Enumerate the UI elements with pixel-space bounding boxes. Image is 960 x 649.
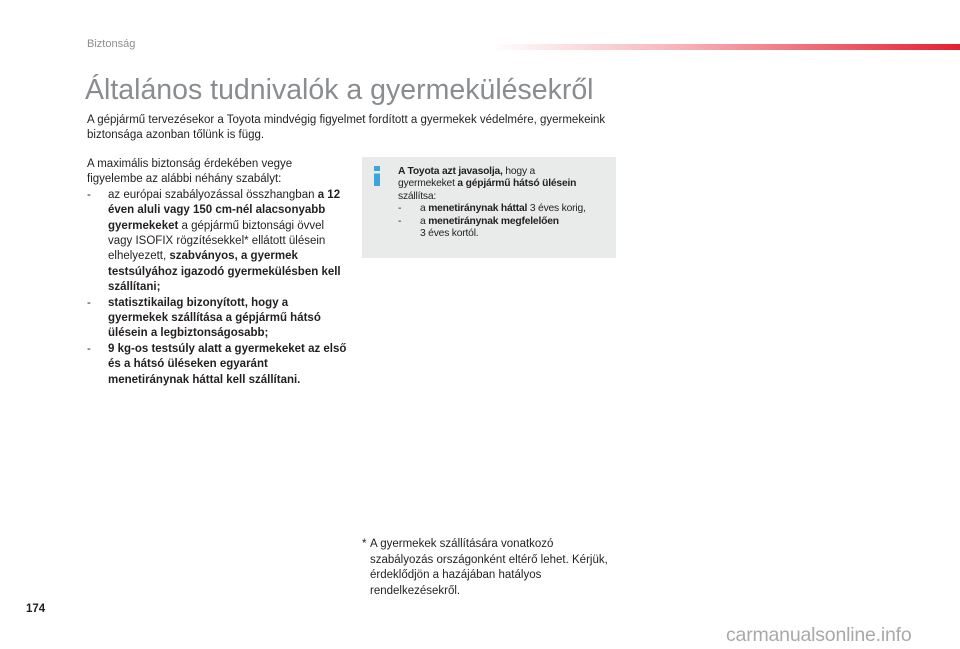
info-list [398,203,612,240]
watermark: carmanualsonline.info [726,624,912,646]
rule-text: a gépjármű biztonsági övvel vagy ISOFIX rögzítésekkel* ellátott ülésein elhelyezett, [108,219,326,263]
info-line [398,166,612,178]
rule-emphasis: szabványos, a gyermek testsúlyához igazodó gyermekülésben kell szállítani; [108,250,341,294]
rule-emphasis: statisztikailag bizonyított, hogy a gyermekek szállítása a gépjármű hátsó ülésein a legbiztonságosabb; [108,296,321,340]
rule-item [87,188,347,296]
info-line: szállítsa: [398,190,437,202]
info-box [362,157,616,258]
info-text-span: 3 éves kortól. [420,228,479,240]
info-text [398,166,612,240]
info-emphasis: A Toyota azt javasolja, [398,166,503,177]
info-emphasis: menetiránynak megfelelően [428,215,559,227]
info-icon [372,166,382,186]
rules-lead: A maximális biztonság érdekében vegye figyelembe az alábbi néhány szabályt: [87,158,293,186]
rule-item [87,296,347,342]
section-label: Biztonság [87,38,136,50]
info-list-item [398,203,612,215]
footnote-text: A gyermekek szállítására vonatkozó szabályozás országonként eltérő lehet. Kérjük, érdeklődjön a hazájában hatályos rendelkezésekről. [370,538,608,597]
info-text-span: gyermekeket [398,178,458,190]
rule-item [87,342,347,388]
safety-rules [87,157,347,388]
footnote-marker: * [362,538,367,550]
info-text-span: a [420,203,429,215]
rules-list [87,188,347,388]
info-list-item [398,216,612,241]
page-title: Általános tudnivalók a gyermekülésekről [85,74,594,106]
info-text-span: hogy a [502,166,536,177]
page-number: 174 [26,603,46,615]
rule-emphasis: 9 kg-os testsúly alatt a gyermekeket az első és a hátsó üléseken egyaránt menetiránynak háttal kell szállítani. [108,342,347,386]
info-text-span: a [420,215,429,227]
footnote [362,537,612,599]
rule-text: az európai szabályozással összhangban [108,188,318,201]
info-text-span: 3 éves korig, [527,203,586,215]
header-accent-bar [490,44,960,50]
intro-paragraph: A gépjármű tervezésekor a Toyota mindvégig figyelmet fordított a gyermekek védelmére, gyermekeink biztonsága azonban tőlünk is függ. [87,114,606,141]
info-emphasis: a gépjármű hátsó ülésein [457,178,577,190]
info-line [398,178,612,190]
info-emphasis: menetiránynak háttal [428,203,528,215]
rule-emphasis: a 12 éven aluli vagy 150 cm-nél alacsonyabb gyermekeket [108,188,341,232]
